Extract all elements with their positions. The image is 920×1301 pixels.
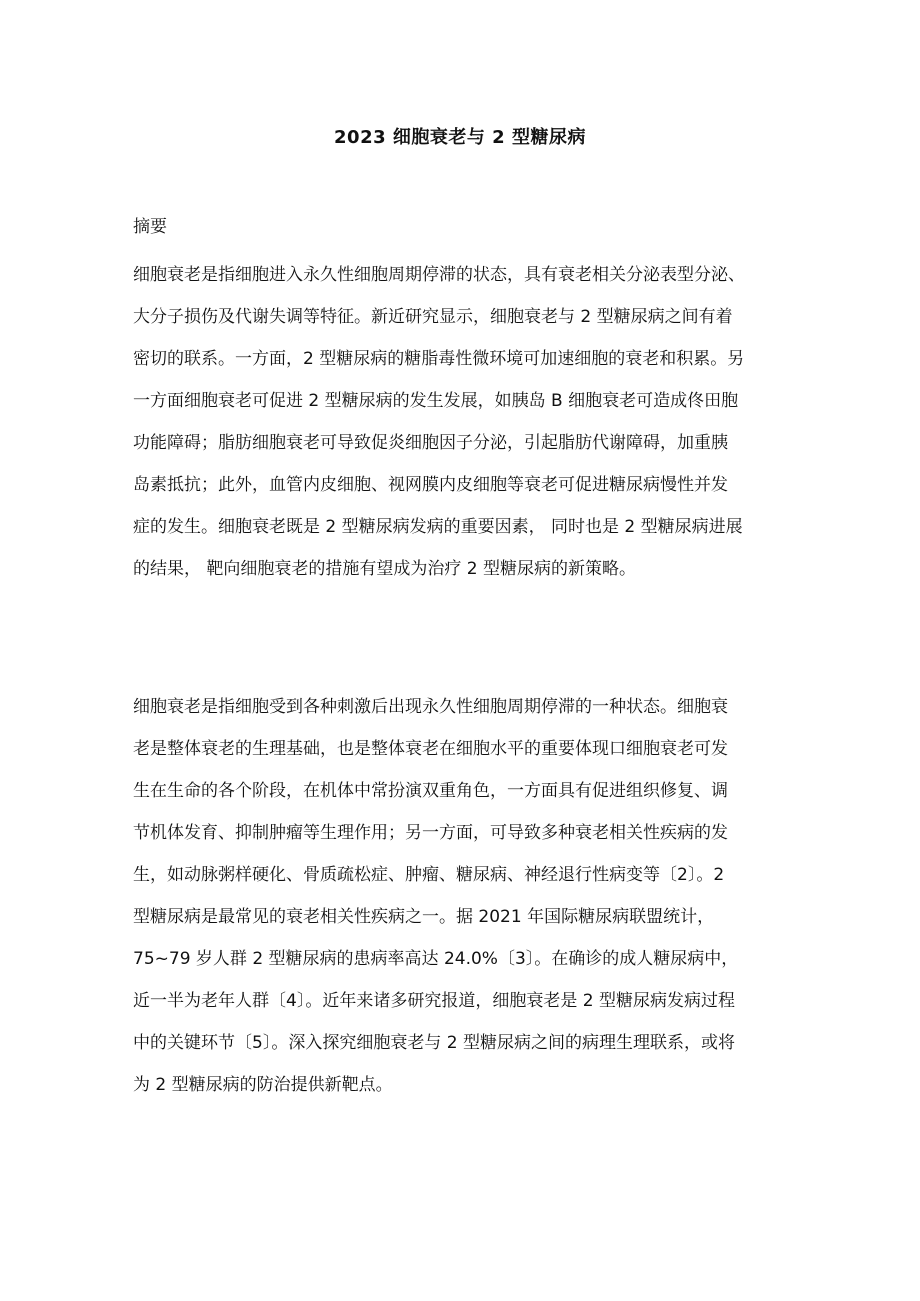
- abstract-heading: 摘要: [133, 217, 167, 237]
- abstract-paragraph: [133, 262, 798, 598]
- document-title: 2023 细胞衰老与 2 型糖尿病: [334, 127, 586, 148]
- text-line: 节机体发育、抑制肿瘤等生理作用；另一方面，可导致多种衰老相关性疾病的发: [133, 823, 728, 843]
- text-line: 近一半为老年人群〔4〕。近年来诸多研究报道，细胞衰老是 2 型糖尿病发病过程: [133, 991, 735, 1011]
- text-line: 生，如动脉粥样硬化、骨质疏松症、肿瘤、糖尿病、神经退行性病变等〔2〕。2: [133, 865, 725, 885]
- text-line: 岛素抵抗；此外，血管内皮细胞、视网膜内皮细胞等衰老可促进糖尿病慢性并发: [133, 475, 728, 495]
- text-line: 一方面细胞衰老可促进 2 型糖尿病的发生发展，如胰岛 B 细胞衰老可造成佟田胞: [133, 391, 739, 411]
- text-line: 大分子损伤及代谢失调等特征。新近研究显示，细胞衰老与 2 型糖尿病之间有着: [133, 307, 733, 327]
- body-paragraph: [133, 694, 798, 1114]
- text-line: 细胞衰老是指细胞进入永久性细胞周期停滞的状态，具有衰老相关分泌表型分泌、: [133, 265, 745, 285]
- text-line: 型糖尿病是最常见的衰老相关性疾病之一。据 2021 年国际糖尿病联盟统计，: [133, 907, 715, 927]
- text-line: 的结果， 靶向细胞衰老的措施有望成为治疗 2 型糖尿病的新策略。: [133, 559, 637, 579]
- text-line: 中的关键环节〔5〕。深入探究细胞衰老与 2 型糖尿病之间的病理生理联系，或将: [133, 1033, 735, 1053]
- text-line: 生在生命的各个阶段，在机体中常扮演双重角色，一方面具有促进组织修复、调: [133, 781, 728, 801]
- text-line: 为 2 型糖尿病的防治提供新靶点。: [133, 1075, 393, 1095]
- text-line: 75~79 岁人群 2 型糖尿病的患病率高达 24.0%〔3〕。在确诊的成人糖尿病中，: [133, 949, 739, 969]
- text-line: 细胞衰老是指细胞受到各种刺激后出现永久性细胞周期停滞的一种状态。细胞衰: [133, 697, 728, 717]
- text-line: 密切的联系。一方面，2 型糖尿病的糖脂毒性微环境可加速细胞的衰老和积累。另: [133, 349, 745, 369]
- text-line: 老是整体衰老的生理基础，也是整体衰老在细胞水平的重要体现口细胞衰老可发: [133, 739, 728, 759]
- text-line: 症的发生。细胞衰老既是 2 型糖尿病发病的重要因素， 同时也是 2 型糖尿病进展: [133, 517, 743, 537]
- text-line: 功能障碍；脂肪细胞衰老可导致促炎细胞因子分泌，引起脂肪代谢障碍，加重胰: [133, 433, 728, 453]
